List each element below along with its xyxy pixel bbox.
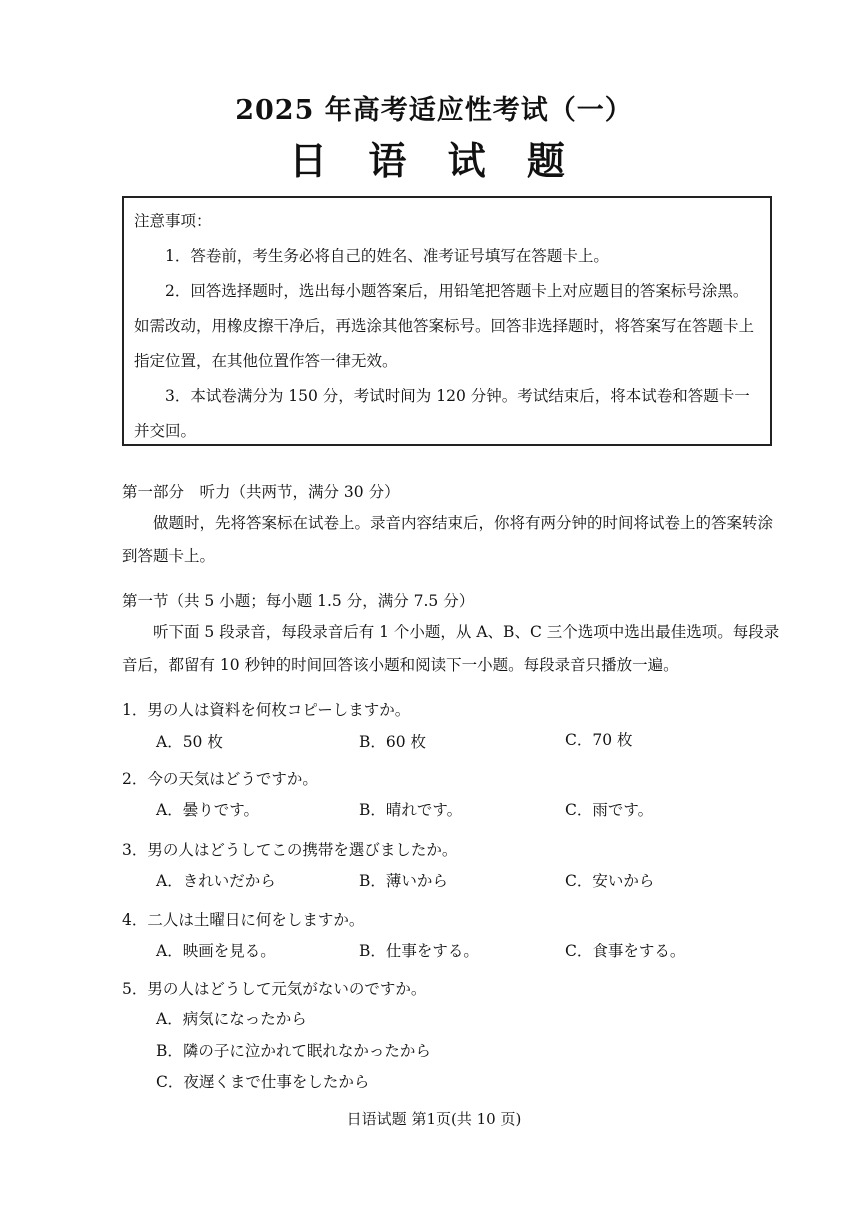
section1-heading: 第一节（共 5 小题；每小题 1.5 分，满分 7.5 分）: [122, 592, 475, 610]
question-2-option-c: C．雨です。: [565, 801, 654, 819]
question-4-option-c: C．食事をする。: [565, 942, 686, 960]
section1-instruction: [122, 616, 782, 682]
question-2-stem: 2．今の天気はどうですか。: [122, 770, 318, 788]
question-5-option-a: A．病気になったから: [156, 1010, 307, 1028]
question-1-option-b: B．60 枚: [359, 733, 427, 751]
question-1-stem: 1．男の人は資料を何枚コピーしますか。: [122, 701, 411, 719]
part1-instruction-text: 做题时，先将答案标在试卷上。录音内容结束后，你将有两分钟的时间将试卷上的答案转涂到答题卡上。: [122, 514, 774, 565]
page-footer: 日语试题 第1页(共 10 页): [346, 1110, 522, 1128]
question-1-option-a: A．50 枚: [156, 733, 223, 751]
question-3-option-b: B．薄いから: [359, 872, 448, 890]
notice-item-1: 1．答卷前，考生务必将自己的姓名、准考证号填写在答题卡上。: [165, 247, 609, 265]
exam-title: 2025 年高考适应性考试（一）: [235, 95, 633, 126]
question-1-option-c: C．70 枚: [565, 731, 633, 749]
notice-box: [122, 196, 772, 446]
notice-item-3: 3．本试卷满分为 150 分，考试时间为 120 分钟。考试结束后，将本试卷和答题卡一并交回。: [134, 387, 750, 440]
part1-instruction: [122, 507, 782, 573]
question-3-option-c: C．安いから: [565, 872, 655, 890]
question-4-option-b: B．仕事をする。: [359, 942, 479, 960]
question-5-stem: 5．男の人はどうして元気がないのですか。: [122, 980, 427, 998]
question-3-option-a: A．きれいだから: [156, 872, 276, 890]
section1-instruction-text: 听下面 5 段录音，每段录音后有 1 个小题，从 A、B、C 三个选项中选出最佳选项。每段录音后，都留有 10 秒钟的时间回答该小题和阅读下一小题。每段录音只播放一遍。: [122, 623, 780, 674]
part1-heading: 第一部分 听力（共两节，满分 30 分）: [122, 483, 400, 501]
question-3-stem: 3．男の人はどうしてこの携帯を選びましたか。: [122, 841, 458, 859]
notice-item-2: 2．回答选择题时，选出每小题答案后，用铅笔把答题卡上对应题目的答案标号涂黑。如需改动，用橡皮擦干净后，再选涂其他答案标号。回答非选择题时，将答案写在答题卡上指定位置，在其他位置作答一律无效。: [134, 282, 755, 370]
question-4-stem: 4．二人は土曜日に何をしますか。: [122, 911, 365, 929]
notice-heading: 注意事项：: [134, 212, 212, 230]
question-2-option-b: B．晴れです。: [359, 801, 463, 819]
exam-subject: 日 语 试 题: [289, 138, 579, 183]
question-5-option-b: B．隣の子に泣かれて眠れなかったから: [156, 1042, 431, 1060]
question-2-option-a: A．曇りです。: [156, 801, 259, 819]
question-4-option-a: A．映画を見る。: [156, 942, 276, 960]
question-5-option-c: C．夜遅くまで仕事をしたから: [156, 1073, 370, 1091]
